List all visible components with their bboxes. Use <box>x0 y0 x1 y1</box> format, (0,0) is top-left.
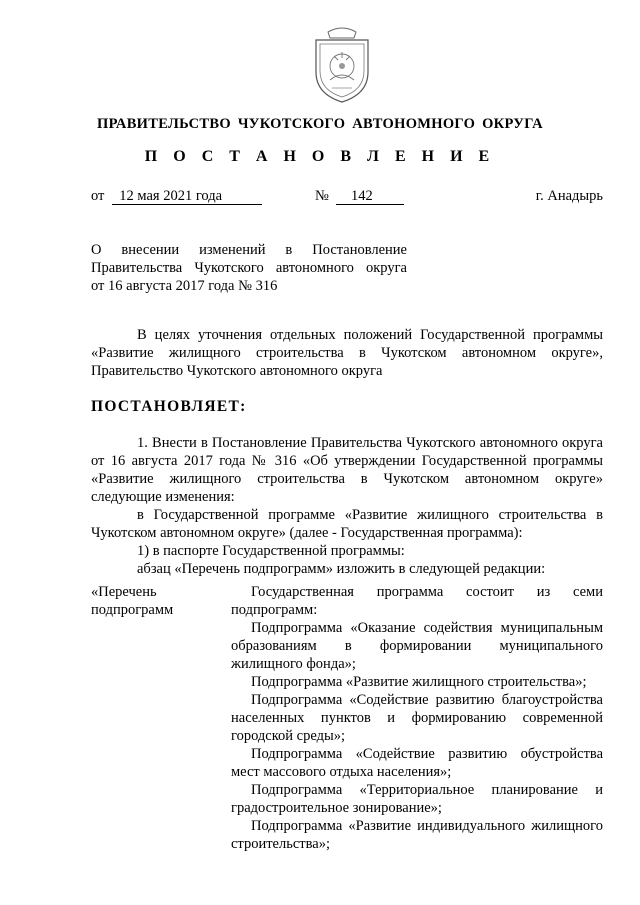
number-sign: № <box>315 188 329 204</box>
subprogram-item: Подпрограмма «Содействие развитию благоустройства населенных пунктов и формированию современной городской среды»; <box>231 692 603 744</box>
subprograms-list <box>231 583 603 853</box>
subprogram-item: Подпрограмма «Содействие развитию обустройства мест массового отдыха населения»; <box>231 746 603 780</box>
date-prefix: от <box>91 188 105 204</box>
subprograms-label <box>91 583 221 619</box>
subprogram-item: Подпрограмма «Развитие индивидуального жилищного строительства»; <box>231 818 603 852</box>
government-title: ПРАВИТЕЛЬСТВО ЧУКОТСКОГО АВТОНОМНОГО ОКРУГА <box>97 116 543 132</box>
city-label: г. Анадырь <box>535 188 603 204</box>
subprogram-item: Подпрограмма «Территориальное планирование и градостроительное зонирование»; <box>231 782 603 816</box>
date-value: 12 мая 2021 года <box>112 189 262 205</box>
number-value: 142 <box>336 189 404 205</box>
item-paragraph-2: в Государственной программе «Развитие жилищного строительства в Чукотском автономном округе» (далее - Государственная программа): <box>91 507 603 541</box>
item-paragraph-1: 1. Внести в Постановление Правительства Чукотского автономного округа от 16 августа 2017 года № 316 «Об утверждении Государственной программы «Развитие жилищного строительства в Чукотском автономном округе» следующие изменения: <box>91 435 603 505</box>
chukotka-coat-of-arms-icon <box>310 26 374 106</box>
subprograms-label-line: «Перечень <box>91 584 157 600</box>
resolves-heading: ПОСТАНОВЛЯЕТ: <box>91 398 247 415</box>
subject-block <box>91 241 407 295</box>
item-paragraph-3: 1) в паспорте Государственной программы: <box>137 543 405 559</box>
subprogram-item: Подпрограмма «Развитие жилищного строительства»; <box>251 674 587 690</box>
subprograms-label-line: подпрограмм <box>91 602 174 618</box>
subprograms-intro: Государственная программа состоит из семи подпрограмм: <box>231 584 603 618</box>
subject-line: Правительства Чукотского автономного округа <box>91 260 407 276</box>
subject-line: от 16 августа 2017 года № 316 <box>91 278 278 294</box>
preamble-paragraph: В целях уточнения отдельных положений Государственной программы «Развитие жилищного строительства в Чукотском автономном округе», Правительство Чукотского автономного округа <box>91 327 603 379</box>
number-field <box>315 188 404 205</box>
subject-line: О внесении изменений в Постановление <box>91 242 407 258</box>
subprogram-item: Подпрограмма «Оказание содействия муниципальным образованиям в формировании муниципального жилищного фонда»; <box>231 620 603 672</box>
date-field <box>91 188 262 205</box>
document-type-title: П О С Т А Н О В Л Е Н И Е <box>144 148 496 165</box>
item-paragraph-4: абзац «Перечень подпрограмм» изложить в следующей редакции: <box>137 561 546 577</box>
